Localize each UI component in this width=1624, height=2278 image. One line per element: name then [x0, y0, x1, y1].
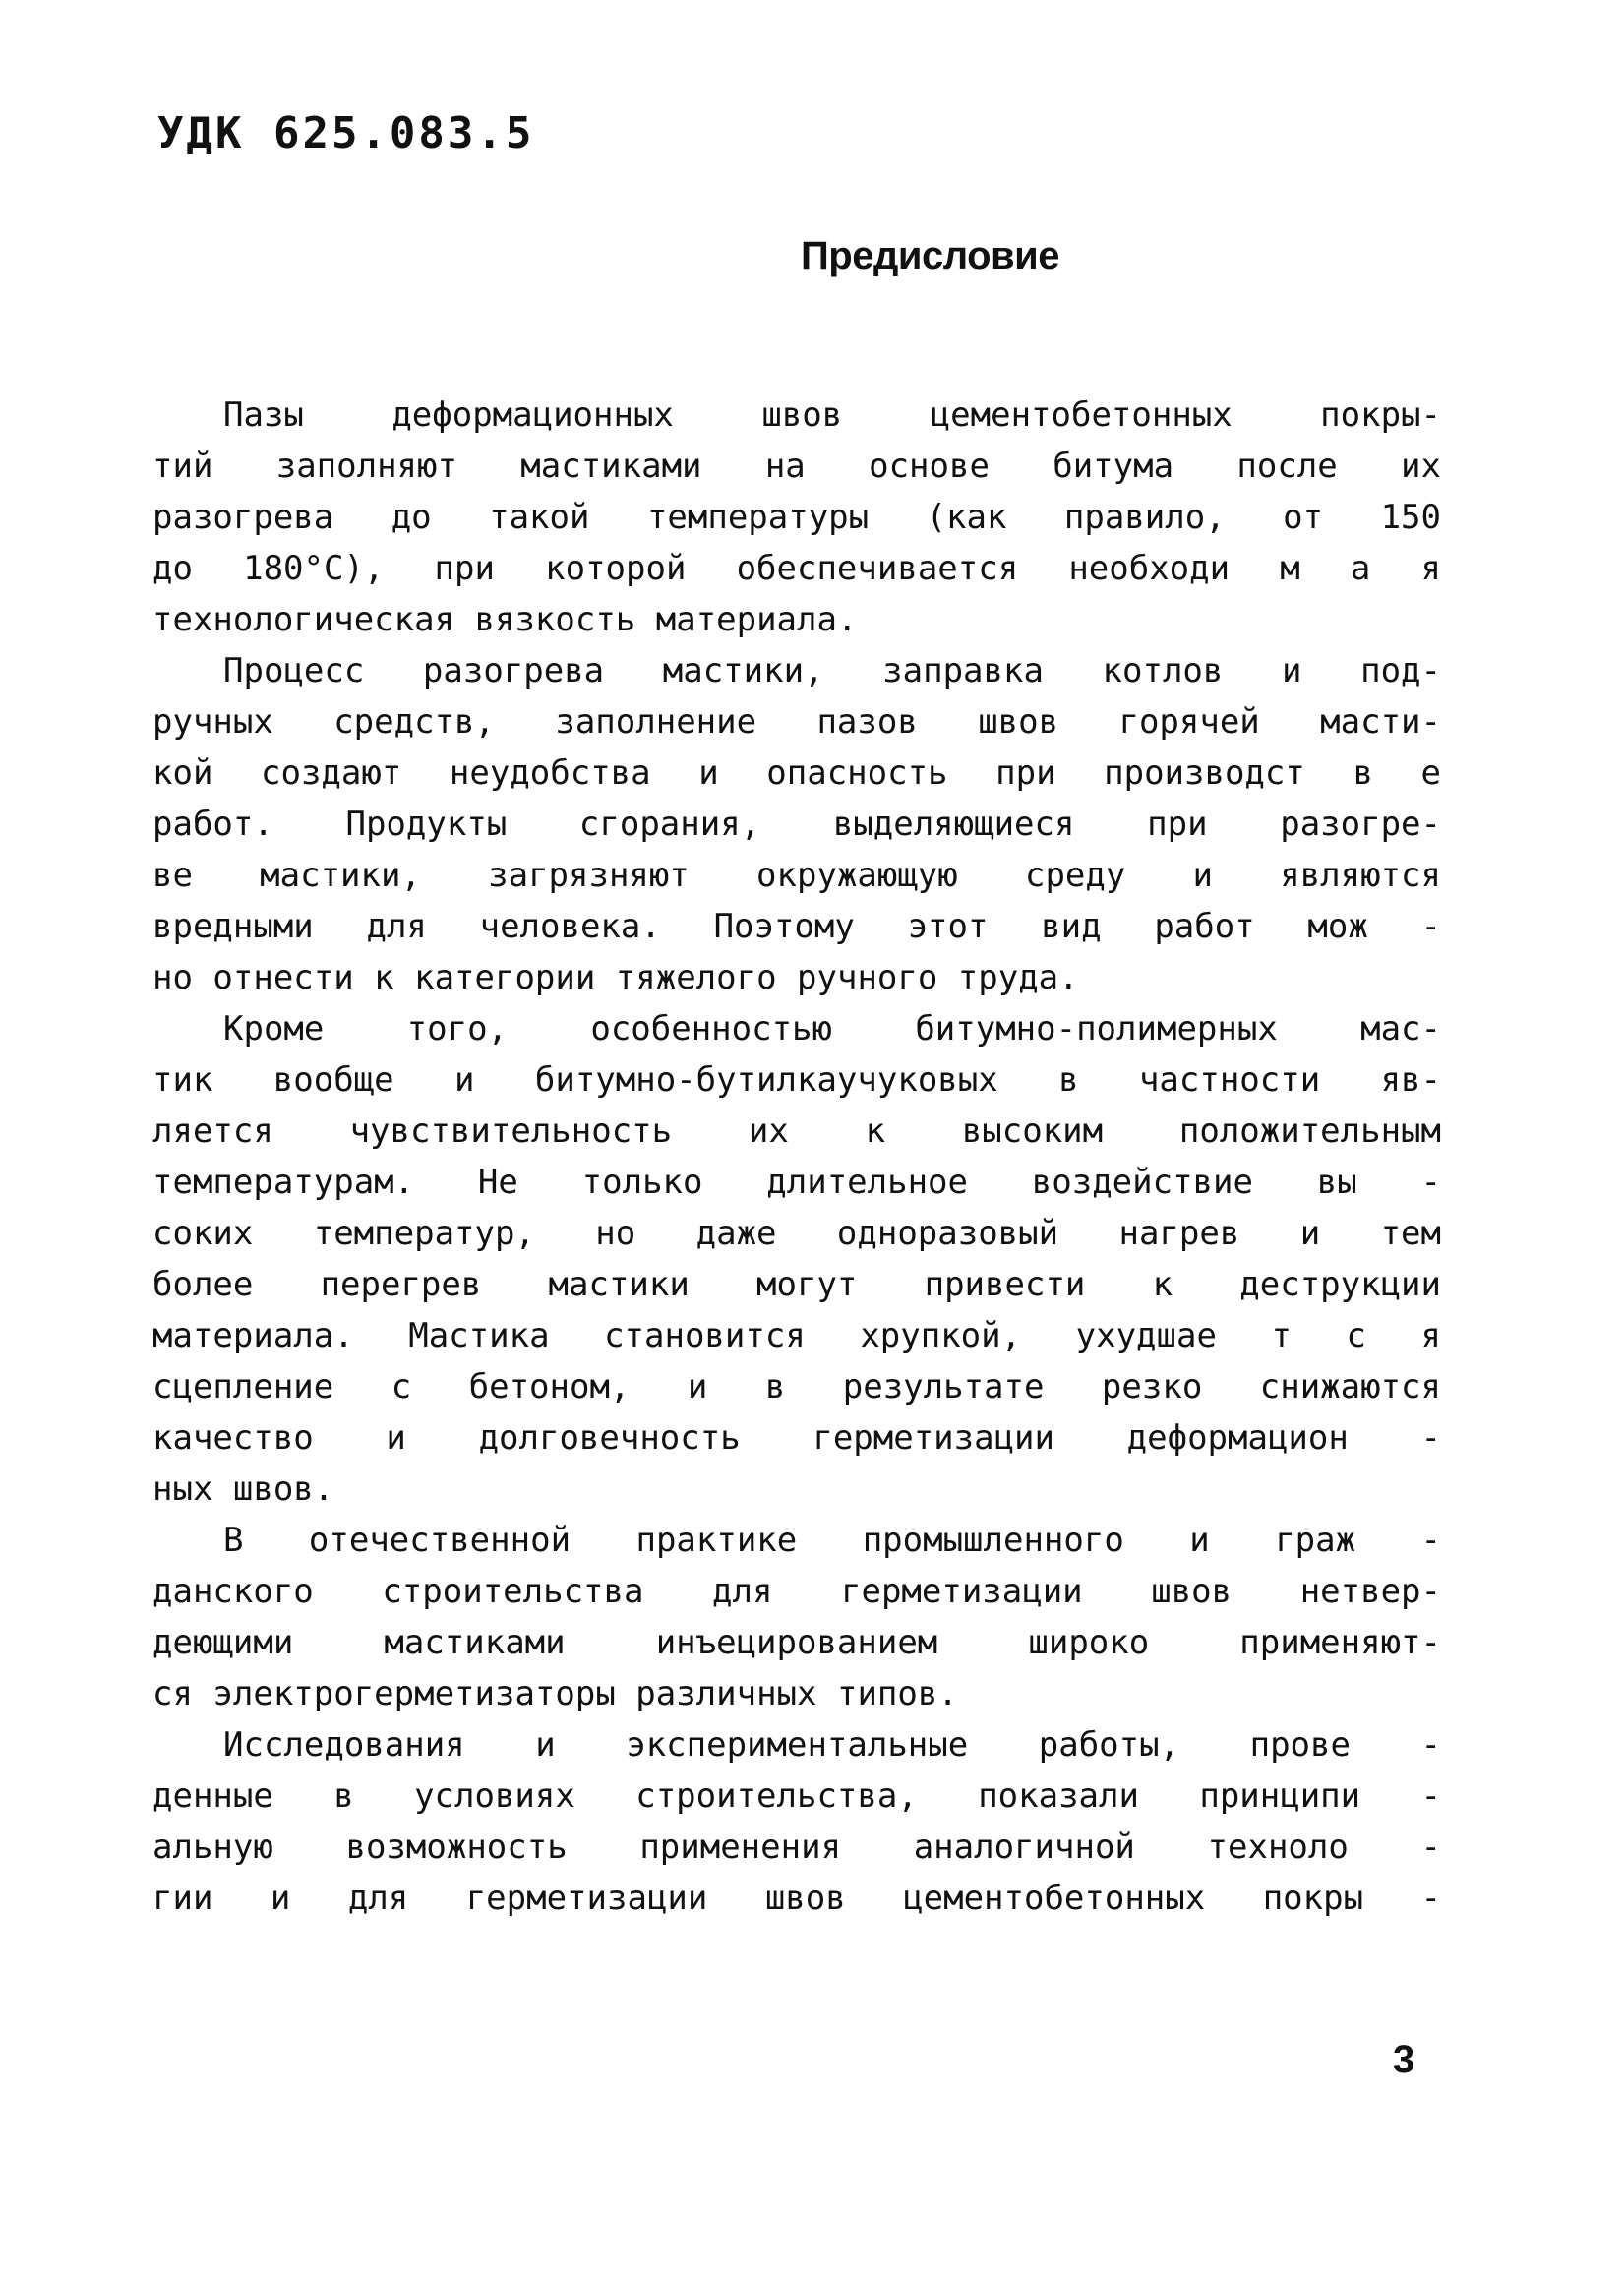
text-line: кой создают неудобства и опасность при производст в е — [152, 753, 1441, 793]
text-line: тик вообще и битумно-бутилкаучуковых в частности яв- — [152, 1060, 1441, 1100]
text-line: Кроме того, особенностью битумно-полимерных мас- — [223, 1009, 1441, 1049]
text-line: но отнести к категории тяжелого ручного труда. — [152, 958, 1079, 997]
text-line: Процесс разогрева мастики, заправка котлов и под- — [223, 651, 1441, 690]
text-line: вредными для человека. Поэтому этот вид работ мож - — [152, 907, 1441, 946]
text-line: В отечественной практике промышленного и граж - — [223, 1521, 1441, 1560]
text-line: ручных средств, заполнение пазов швов горячей масти- — [152, 702, 1441, 742]
text-line: более перегрев мастики могут привести к деструкции — [152, 1265, 1441, 1304]
text-line: Пазы деформационных швов цементобетонных покры- — [223, 395, 1441, 435]
text-line: технологическая вязкость материала. — [152, 600, 858, 639]
text-line: сцепление с бетоном, и в результате резко снижаются — [152, 1367, 1441, 1407]
text-line: работ. Продукты сгорания, выделяющиеся при разогре- — [152, 805, 1441, 844]
text-line: разогрева до такой температуры (как правило, от 150 — [152, 498, 1441, 537]
text-line: ся электрогерметизаторы различных типов. — [152, 1674, 958, 1713]
text-line: материала. Мастика становится хрупкой, ухудшае т с я — [152, 1316, 1441, 1355]
text-line: денные в условиях строительства, показали принципи - — [152, 1776, 1441, 1816]
text-line: ляется чувствительность их к высоким положительным — [152, 1111, 1441, 1151]
text-line: Исследования и экспериментальные работы, прове - — [223, 1725, 1441, 1765]
page-number: 3 — [1393, 2038, 1415, 2081]
text-line: до 180°С), при которой обеспечивается необходи м а я — [152, 549, 1441, 588]
text-line: деющими мастиками инъецированием широко применяют- — [152, 1623, 1441, 1662]
text-line: температурам. Не только длительное воздействие вы - — [152, 1163, 1441, 1202]
text-line: качество и долговечность герметизации деформацион - — [152, 1418, 1441, 1458]
text-line: данского строительства для герметизации швов нетвер- — [152, 1572, 1441, 1611]
text-line: гии и для герметизации швов цементобетонных покры - — [152, 1879, 1441, 1918]
udc-code: УДК 625.083.5 — [157, 108, 535, 158]
text-line: ных швов. — [152, 1469, 334, 1509]
text-line: ве мастики, загрязняют окружающую среду и являются — [152, 856, 1441, 895]
text-line: соких температур, но даже одноразовый нагрев и тем — [152, 1214, 1441, 1253]
text-line: тий заполняют мастиками на основе битума после их — [152, 447, 1441, 486]
page-title: Предисловие — [801, 234, 1059, 277]
text-line: альную возможность применения аналогичной техноло - — [152, 1828, 1441, 1867]
document-body — [152, 390, 1441, 1924]
